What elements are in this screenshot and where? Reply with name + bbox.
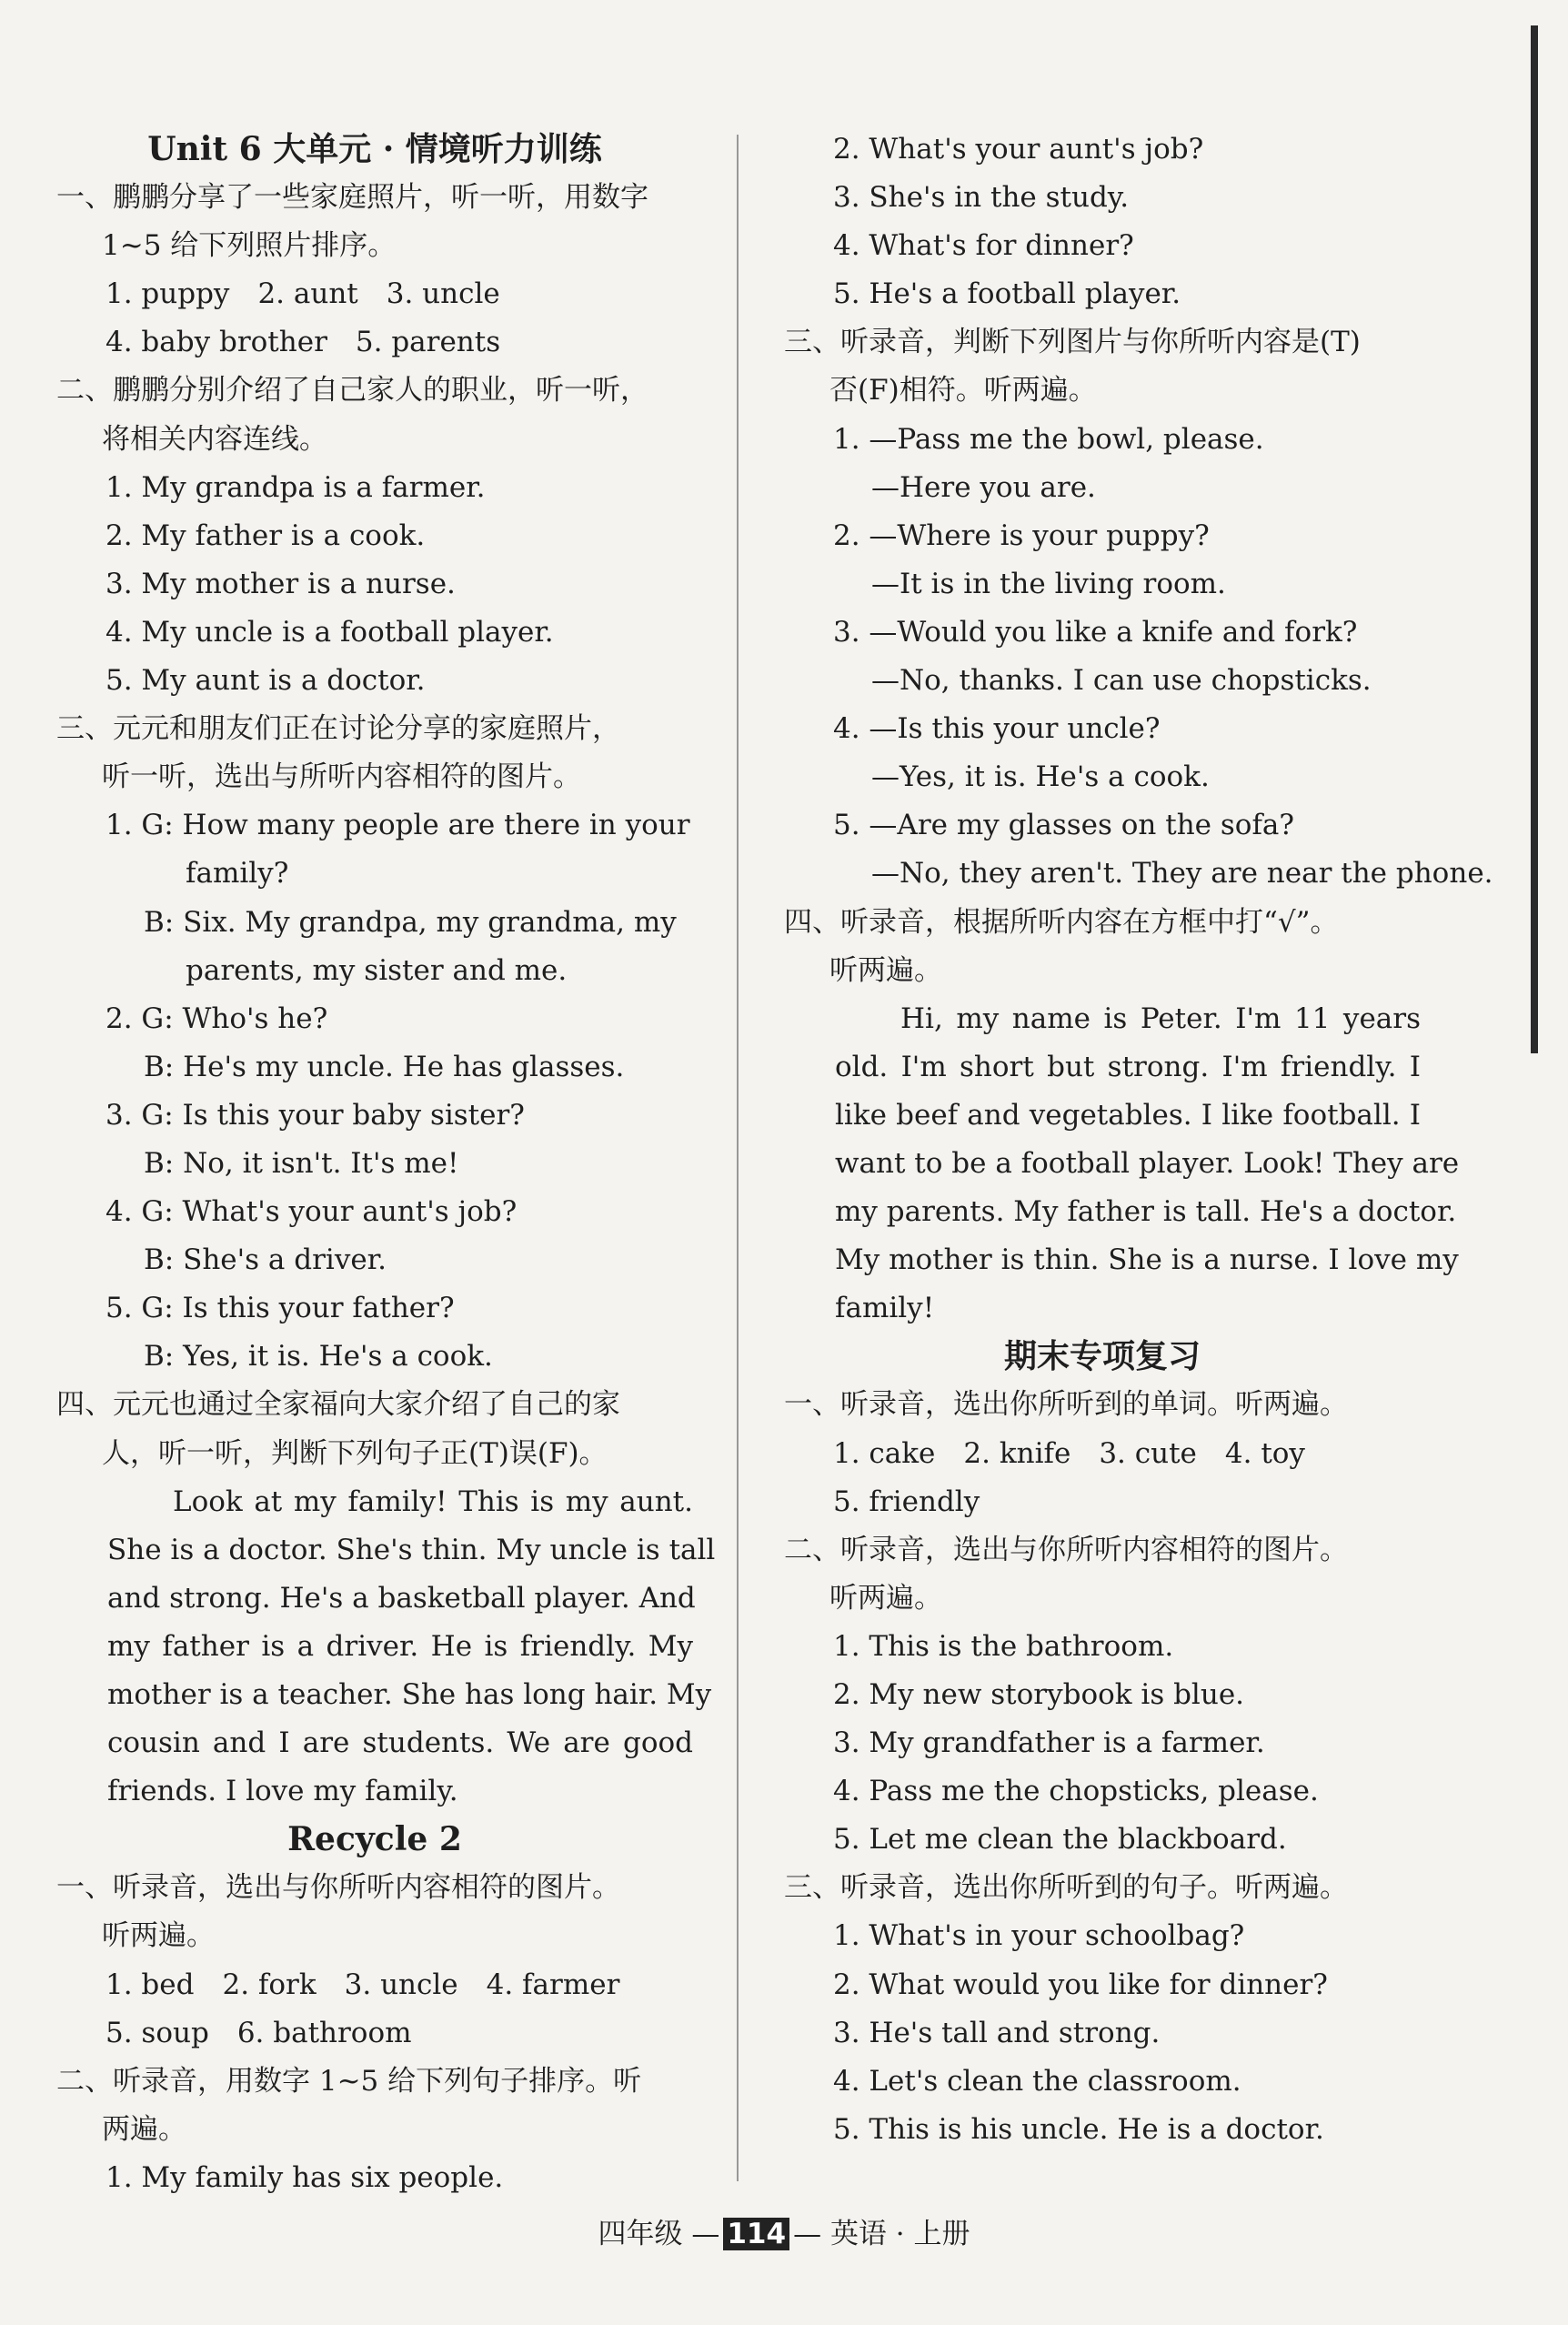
right-line: 3. My grandfather is a farmer. xyxy=(833,1726,1265,1760)
right-line: 1. What's in your schoolbag? xyxy=(833,1919,1245,1953)
right-line: 5. This is his uncle. He is a doctor. xyxy=(833,2112,1324,2146)
left-line: Unit 6 大单元 · 情境听力训练 xyxy=(147,130,602,168)
footer-grade: 四年级 xyxy=(598,2218,683,2250)
left-line: 将相关内容连线。 xyxy=(102,422,327,456)
right-line: family! xyxy=(835,1292,935,1325)
right-line: 1. —Pass me the bowl, please. xyxy=(833,422,1264,456)
page-footer: 四年级 — 114 — 英语 · 上册 xyxy=(598,2218,970,2250)
edge-bar xyxy=(1531,25,1538,1053)
right-line: —Yes, it is. He's a cook. xyxy=(871,760,1210,794)
left-line: 两遍。 xyxy=(102,2112,186,2146)
left-line: 三、元元和朋友们正在讨论分享的家庭照片， xyxy=(56,712,620,746)
left-line: 2. My father is a cook. xyxy=(106,518,426,552)
left-line: parents, my sister and me. xyxy=(186,953,568,987)
left-line: B: No, it isn't. It's me! xyxy=(144,1146,459,1180)
left-line: and strong. He's a basketball player. And xyxy=(107,1581,696,1615)
left-line: my father is a driver. He is friendly. My xyxy=(107,1629,693,1663)
right-line: 5. —Are my glasses on the sofa? xyxy=(833,809,1295,842)
left-line: 一、听录音，选出与你所听内容相符的图片。 xyxy=(56,1871,620,1905)
right-line: 三、听录音，判断下列图片与你所听内容是(T) xyxy=(784,326,1361,359)
left-line: 3. My mother is a nurse. xyxy=(106,567,456,600)
left-line: B: Yes, it is. He's a cook. xyxy=(144,1340,493,1374)
left-line: family? xyxy=(186,857,289,891)
right-line: —No, they aren't. They are near the phone. xyxy=(871,857,1493,891)
column-divider xyxy=(737,135,739,2181)
left-line: Look at my family! This is my aunt. xyxy=(173,1485,693,1518)
right-line: 2. —Where is your puppy? xyxy=(833,518,1210,552)
right-line: 4. —Is this your uncle? xyxy=(833,712,1161,746)
left-line: 5. soup 6. bathroom xyxy=(106,2016,412,2049)
right-line: —No, thanks. I can use chopsticks. xyxy=(871,664,1372,698)
right-line: —It is in the living room. xyxy=(871,567,1226,600)
left-line: 听两遍。 xyxy=(102,1919,215,1953)
right-line: 4. Pass me the chopsticks, please. xyxy=(833,1775,1319,1808)
left-line: 4. G: What's your aunt's job? xyxy=(106,1195,518,1229)
right-line: 听两遍。 xyxy=(829,1581,942,1615)
right-line: My mother is thin. She is a nurse. I love my xyxy=(835,1243,1459,1277)
left-line: 二、听录音，用数字 1~5 给下列句子排序。听 xyxy=(56,2064,642,2098)
left-line: 1. My grandpa is a farmer. xyxy=(106,470,486,504)
right-line: 2. What would you like for dinner? xyxy=(833,1968,1328,2001)
left-line: friends. I love my family. xyxy=(107,1775,458,1808)
left-line: 3. G: Is this your baby sister? xyxy=(106,1098,525,1132)
right-column xyxy=(784,126,1493,2154)
left-line: 四、元元也通过全家福向大家介绍了自己的家 xyxy=(56,1388,620,1422)
left-line: 1. puppy 2. aunt 3. uncle xyxy=(106,277,500,311)
left-line: 1. My family has six people. xyxy=(106,2160,504,2194)
left-line: Recycle 2 xyxy=(287,1820,462,1859)
left-column xyxy=(56,126,716,2202)
left-line: She is a doctor. She's thin. My uncle is tall xyxy=(107,1533,716,1566)
footer-subject: 英语 · 上册 xyxy=(829,2218,970,2250)
right-line: 二、听录音，选出与你所听内容相符的图片。 xyxy=(784,1533,1348,1566)
left-line: 4. My uncle is a football player. xyxy=(106,615,554,649)
left-line: 听一听，选出与所听内容相符的图片。 xyxy=(102,760,581,794)
right-line: 1. cake 2. knife 3. cute 4. toy xyxy=(833,1436,1305,1470)
right-line: 3. She's in the study. xyxy=(833,181,1130,215)
right-line: 三、听录音，选出你所听到的句子。听两遍。 xyxy=(784,1871,1348,1905)
left-line: 1. G: How many people are there in your xyxy=(106,809,690,842)
right-line: 3. —Would you like a knife and fork? xyxy=(833,615,1358,649)
right-line: 2. What's your aunt's job? xyxy=(833,133,1204,166)
left-line: 1. bed 2. fork 3. uncle 4. farmer xyxy=(106,1968,620,2001)
right-line: —Here you are. xyxy=(871,470,1096,504)
right-line: like beef and vegetables. I like football. I xyxy=(835,1098,1421,1132)
left-line: 4. baby brother 5. parents xyxy=(106,326,501,359)
left-line: B: Six. My grandpa, my grandma, my xyxy=(144,905,677,939)
left-line: B: He's my uncle. He has glasses. xyxy=(144,1050,625,1083)
left-line: 一、鹏鹏分享了一些家庭照片，听一听，用数字 xyxy=(56,181,648,215)
page-number: 114 xyxy=(723,2218,789,2250)
left-line: 5. My aunt is a doctor. xyxy=(106,664,426,698)
left-line: cousin and I are students. We are good xyxy=(107,1726,693,1760)
left-line: 2. G: Who's he? xyxy=(106,1001,328,1035)
right-line: 5. Let me clean the blackboard. xyxy=(833,1823,1287,1857)
right-line: Hi, my name is Peter. I'm 11 years xyxy=(900,1001,1421,1035)
right-line: my parents. My father is tall. He's a doctor. xyxy=(835,1195,1457,1229)
right-line: 3. He's tall and strong. xyxy=(833,2016,1161,2049)
left-line: 1~5 给下列照片排序。 xyxy=(102,229,397,263)
right-line: 4. What's for dinner? xyxy=(833,229,1134,263)
left-line: 5. G: Is this your father? xyxy=(106,1292,455,1325)
left-line: 人，听一听，判断下列句子正(T)误(F)。 xyxy=(102,1436,608,1470)
right-line: 否(F)相符。听两遍。 xyxy=(829,374,1097,408)
left-line: 二、鹏鹏分别介绍了自己家人的职业，听一听， xyxy=(56,374,648,408)
right-line: 5. friendly xyxy=(833,1485,980,1518)
right-line: 一、听录音，选出你所听到的单词。听两遍。 xyxy=(784,1388,1348,1422)
right-line: 听两遍。 xyxy=(829,953,942,987)
right-line: 5. He's a football player. xyxy=(833,277,1181,311)
left-line: B: She's a driver. xyxy=(144,1243,387,1277)
right-line: 四、听录音，根据所听内容在方框中打“√”。 xyxy=(784,905,1339,939)
right-line: 1. This is the bathroom. xyxy=(833,1629,1174,1663)
right-line: 2. My new storybook is blue. xyxy=(833,1678,1245,1711)
right-line: old. I'm short but strong. I'm friendly. I xyxy=(835,1050,1421,1083)
right-line: want to be a football player. Look! They are xyxy=(835,1146,1460,1180)
right-line: 4. Let's clean the classroom. xyxy=(833,2064,1241,2098)
left-line: mother is a teacher. She has long hair. My xyxy=(107,1678,712,1711)
right-line: 期末专项复习 xyxy=(1003,1337,1201,1376)
